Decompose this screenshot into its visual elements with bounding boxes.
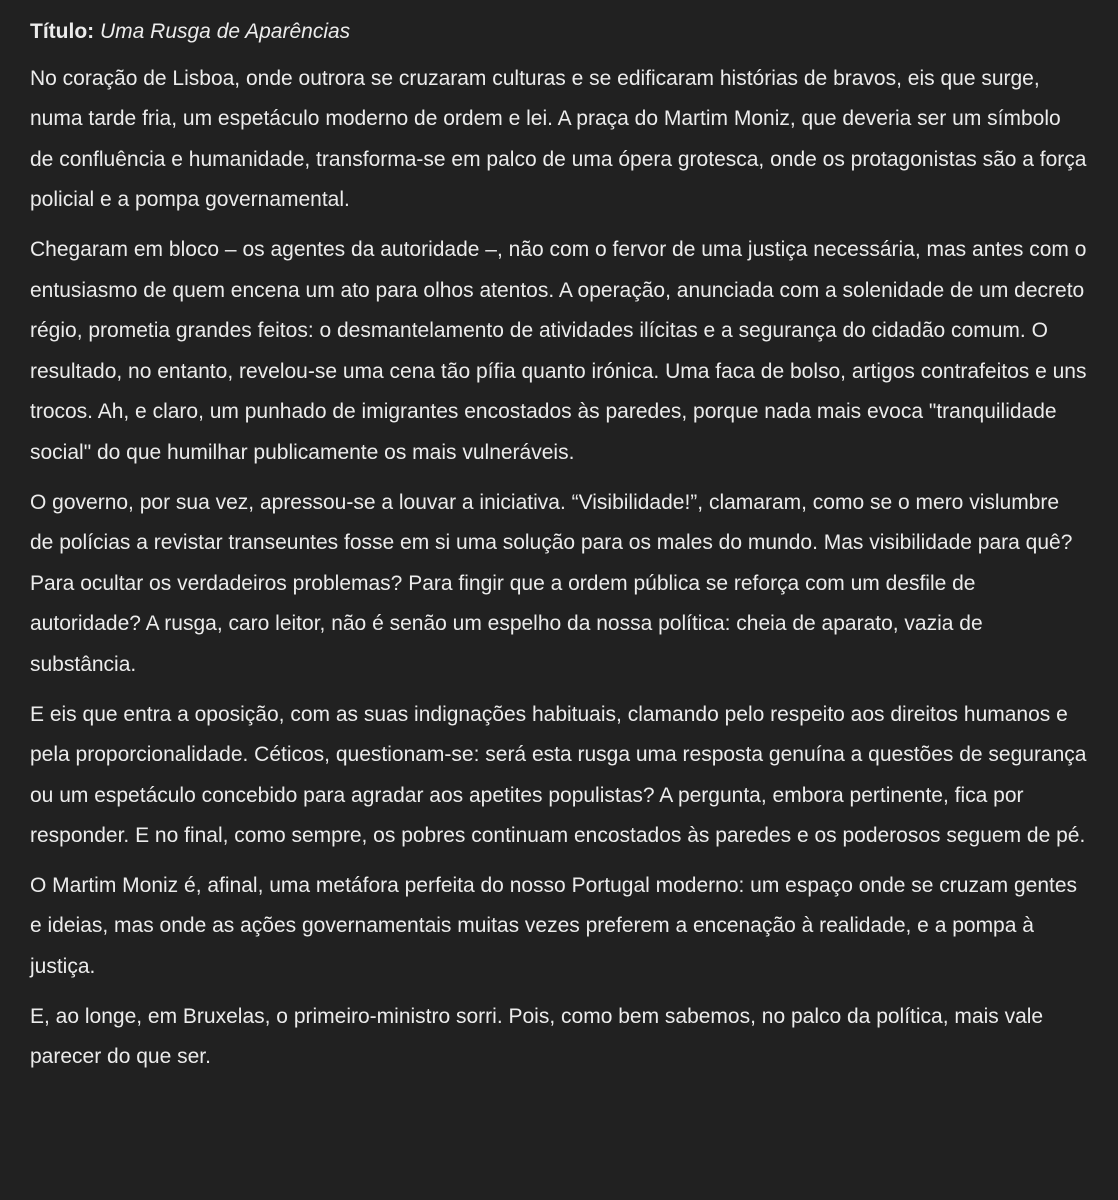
paragraph-4: E eis que entra a oposição, com as suas indignações habituais, clamando pelo respeito aos direitos humanos e pela proporcionalidade. Céticos, questionam-se: será esta rusga uma resposta genuína a questões de segurança ou um espetáculo concebido para agradar aos apetites populistas? A pergunta, embora pertinente, fica por responder. E no final, como sempre, os pobres continuam encostados às paredes e os poderosos seguem de pé. bbox=[30, 702, 1087, 848]
paragraph-1: No coração de Lisboa, onde outrora se cruzaram culturas e se edificaram histórias de bravos, eis que surge, numa tarde fria, um espetáculo moderno de ordem e lei. A praça do Martim Moniz, que deveria ser um símbolo de confluência e humanidade, transforma-se em palco de uma ópera grotesca, onde os protagonistas são a força policial e a pompa governamental. bbox=[30, 66, 1087, 212]
paragraph-3: O governo, por sua vez, apressou-se a louvar a iniciativa. “Visibilidade!”, clamaram, como se o mero vislumbre de polícias a revistar transeuntes fosse em si uma solução para os males do mundo. Mas visibilidade para quê? Para ocultar os verdadeiros problemas? Para fingir que a ordem pública se reforça com um desfile de autoridade? A rusga, caro leitor, não é senão um espelho da nossa política: cheia de aparato, vazia de substância. bbox=[30, 490, 1073, 676]
paragraph-6: E, ao longe, em Bruxelas, o primeiro-ministro sorri. Pois, como bem sabemos, no palco da política, mais vale parecer do que ser. bbox=[30, 1004, 1044, 1069]
paragraph-2: Chegaram em bloco – os agentes da autoridade –, não com o fervor de uma justiça necessária, mas antes com o entusiasmo de quem encena um ato para olhos atentos. A operação, anunciada com a solenidade de um decreto régio, prometia grandes feitos: o desmantelamento de atividades ilícitas e a segurança do cidadão comum. O resultado, no entanto, revelou-se uma cena tão pífia quanto irónica. Uma faca de bolso, artigos contrafeitos e uns trocos. Ah, e claro, um punhado de imigrantes encostados às paredes, porque nada mais evoca "tranquilidade social" do que humilhar publicamente os mais vulneráveis. bbox=[30, 237, 1087, 464]
title-label: Título: bbox=[30, 20, 95, 43]
title-value: Uma Rusga de Aparências bbox=[99, 20, 351, 43]
paragraph-5: O Martim Moniz é, afinal, uma metáfora perfeita do nosso Portugal moderno: um espaço onde se cruzam gentes e ideias, mas onde as ações governamentais muitas vezes preferem a encenação à realidade, e a pompa à justiça. bbox=[30, 873, 1078, 979]
article-title bbox=[30, 12, 1088, 53]
article bbox=[30, 12, 1088, 1078]
